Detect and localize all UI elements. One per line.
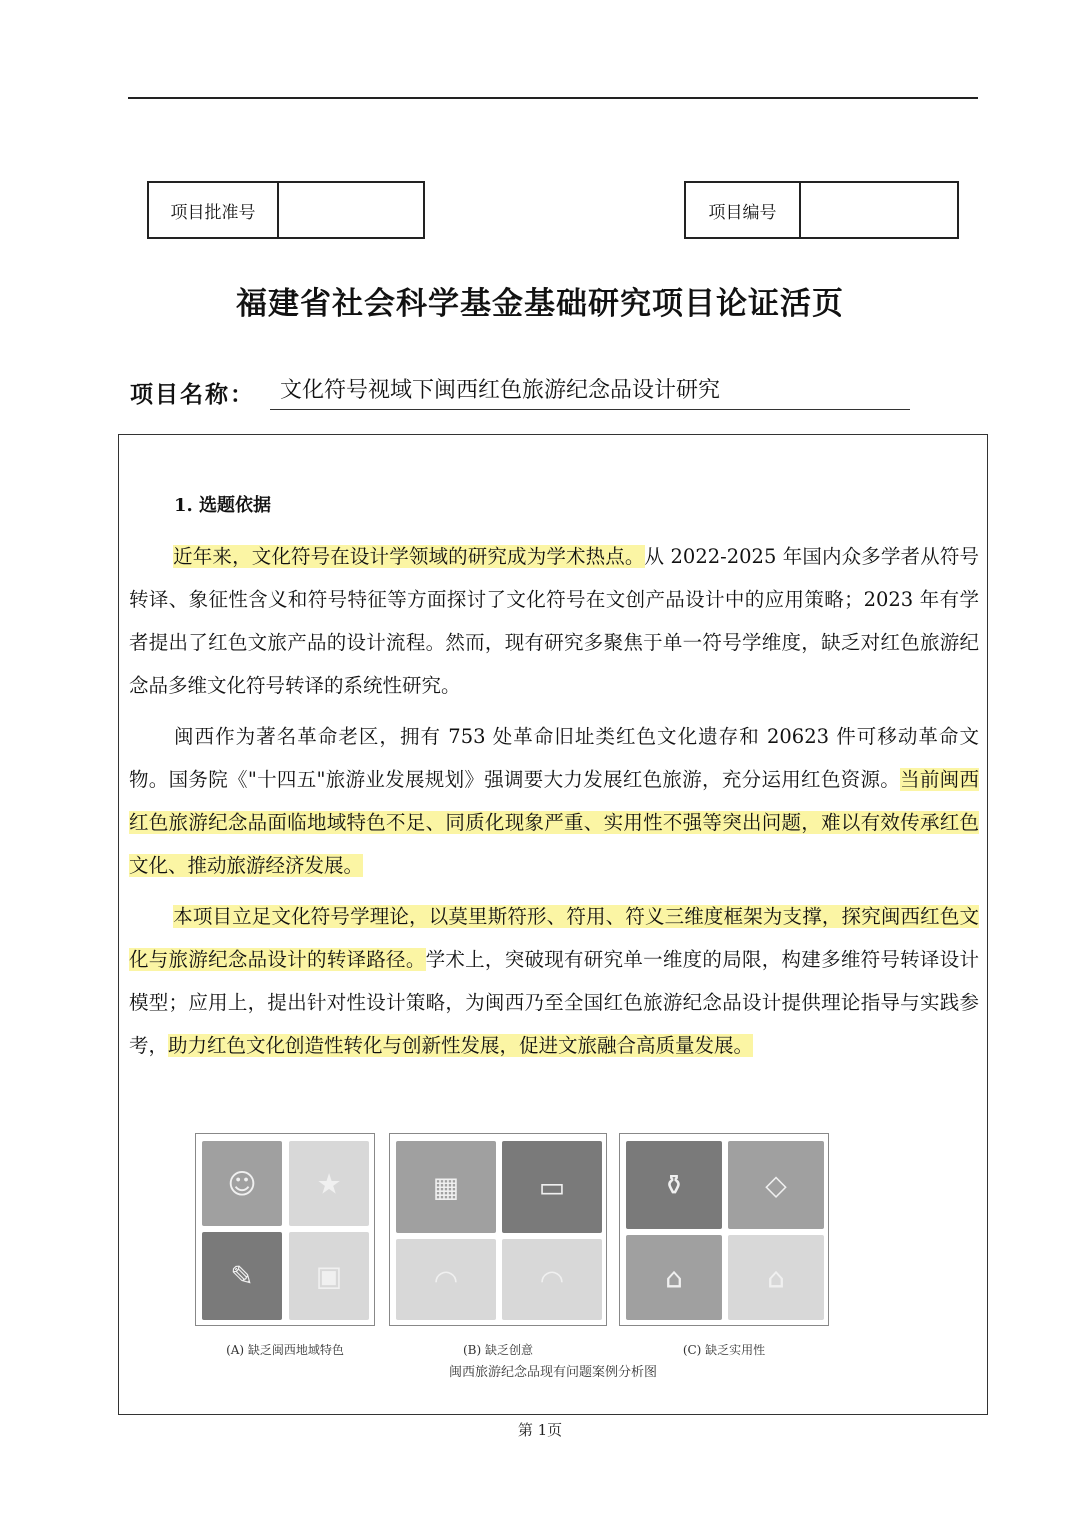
paragraph-1 xyxy=(129,535,979,707)
souvenir-magnet-photo-1 xyxy=(626,1235,722,1320)
paragraph-3 xyxy=(129,895,979,1067)
figure-caption-c: (C) 缺乏实用性 xyxy=(682,1343,766,1357)
image-icon: ◠ xyxy=(539,1263,565,1296)
project-number-label: 项目编号 xyxy=(686,183,801,237)
souvenir-crystal-photo xyxy=(728,1141,824,1229)
image-icon: ◇ xyxy=(765,1168,787,1202)
document-title: 福建省社会科学基金基础研究项目论证活页 xyxy=(236,286,844,322)
souvenir-fan-photo-1 xyxy=(396,1239,496,1320)
paragraph-text: 学术上，突破现有研究单一维度的局限，构建多维符号转译设计模型；应用上，提出针对性设计策略，为闽西乃至全国红色旅游纪念品设计提供理论指导与实践参考， xyxy=(129,948,979,1057)
project-name-value: 文化符号视域下闽西红色旅游纪念品设计研究 xyxy=(270,376,910,410)
paragraph-text: 从 2022-2025 年国内众多学者从符号转译、象征性含义和符号特征等方面探讨了文化符号在文创产品设计中的应用策略；2023 年有学者提出了红色文旅产品的设计流程。然而，现有研究多聚焦于单一符号学维度，缺乏对红色旅游纪念品多维文化符号转译的系统性研究。 xyxy=(129,545,979,697)
paragraph-text: 闽西作为著名革命老区，拥有 753 处革命旧址类红色文化遗存和 20623 件可移动革命文物。国务院《"十四五"旅游业发展规划》强调要大力发展红色旅游，充分运用红色资源。 xyxy=(129,725,979,791)
souvenir-pillow-photo xyxy=(289,1141,369,1226)
figure-panel-a xyxy=(195,1133,375,1326)
section-heading: 1. 选题依据 xyxy=(174,495,272,516)
image-icon: ⚱ xyxy=(662,1168,686,1202)
content-box xyxy=(118,434,988,1415)
souvenir-box-photo xyxy=(502,1141,602,1233)
image-icon: ▣ xyxy=(315,1259,343,1293)
project-name-label: 项目名称： xyxy=(130,382,255,408)
highlight-text: 助力红色文化创造性转化与创新性发展，促进文旅融合高质量发展。 xyxy=(168,1034,754,1057)
image-icon: ★ xyxy=(316,1167,342,1200)
souvenir-figurines-photo xyxy=(202,1141,282,1226)
highlight-text: 本项目立足文化符号学理论，以莫里斯符形、符用、符义三维度框架为支撑，探究闽西红色文化与旅游纪念品设计的转译路径。 xyxy=(129,905,979,971)
figure-title: 闽西旅游纪念品现有问题案例分析图 xyxy=(448,1365,657,1380)
image-icon: ▦ xyxy=(432,1170,460,1204)
page-number: 第 1页 xyxy=(517,1421,563,1439)
image-icon: ✎ xyxy=(230,1259,254,1293)
souvenir-magnet-photo-2 xyxy=(728,1235,824,1320)
highlight-text: 当前闽西红色旅游纪念品面临地域特色不足、同质化现象严重、实用性不强等突出问题，难以有效传承红色文化、推动旅游经济发展。 xyxy=(129,768,979,877)
image-icon: ⌂ xyxy=(665,1261,683,1294)
souvenir-giftset-photo xyxy=(289,1232,369,1320)
souvenir-fan-photo-2 xyxy=(502,1239,602,1320)
image-icon: ☺ xyxy=(227,1167,257,1200)
paragraph-2 xyxy=(129,715,979,887)
approval-number-label: 项目批准号 xyxy=(149,183,279,237)
header-rule xyxy=(128,97,978,99)
figure-panel-c xyxy=(619,1133,829,1326)
figure-caption-a: (A) 缺乏闽西地域特色 xyxy=(226,1343,344,1357)
figure-panel-b xyxy=(389,1133,607,1326)
highlight-text: 近年来，文化符号在设计学领域的研究成为学术热点。 xyxy=(173,545,645,568)
souvenir-pen-photo xyxy=(202,1232,282,1320)
image-icon: ⌂ xyxy=(767,1261,785,1294)
image-icon: ◠ xyxy=(433,1263,459,1296)
souvenir-cube-photo xyxy=(396,1141,496,1233)
project-name-row xyxy=(130,376,910,410)
figure-caption-b: (B) 缺乏创意 xyxy=(463,1343,533,1357)
souvenir-vase-photo xyxy=(626,1141,722,1229)
approval-number-box xyxy=(147,181,425,239)
image-icon: ▭ xyxy=(538,1170,566,1204)
project-number-box xyxy=(684,181,959,239)
